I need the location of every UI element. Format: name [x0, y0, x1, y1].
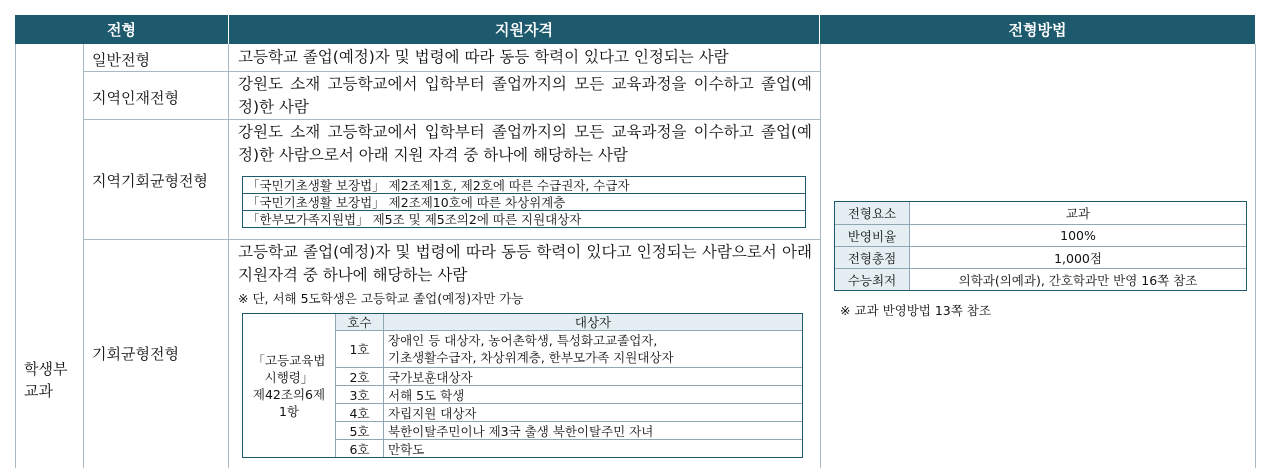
qualification-opportunity: 고등학교 졸업(예정)자 및 법령에 따라 동등 학력이 있다고 인정되는 사람으로서 아래 지원자격 중 하나에 해당하는 사람 — [238, 243, 812, 284]
header-method: 전형방법 — [820, 15, 1255, 44]
table-head-no: 호수 — [335, 314, 383, 330]
header-qualification: 지원자격 — [229, 15, 819, 44]
list-item: 「국민기초생활 보장법」 제2조제1호, 제2호에 따른 수급권자, 수급자 — [247, 178, 630, 193]
law-reference: 「고등교육법 시행령」 제42조의6제 1항 — [252, 352, 326, 419]
table-row-no: 2호 — [335, 367, 383, 385]
grid-line — [820, 44, 821, 468]
qualification-regional-opportunity: 강원도 소재 고등학교에서 입학부터 졸업까지의 모든 교육과정을 이수하고 졸업(예정)한 사람으로서 아래 지원 자격 중 하나에 해당하는 사람 — [238, 123, 812, 164]
method-value: 1,000점 — [909, 246, 1246, 268]
row-name-general: 일반전형 — [92, 50, 150, 69]
table-row-no: 6호 — [335, 439, 383, 457]
table-row-no: 4호 — [335, 403, 383, 421]
grid-line — [83, 44, 84, 468]
method-note: ※ 교과 반영방법 13쪽 참조 — [840, 303, 991, 318]
list-item: 「국민기초생활 보장법」 제2조제10호에 따른 차상위계층 — [243, 193, 805, 210]
opportunity-target-table — [242, 313, 803, 458]
row-name-opportunity: 기회균형전형 — [92, 344, 179, 363]
row-name-regional-opportunity: 지역기회균형전형 — [92, 171, 208, 190]
table-row-target: 북한이탈주민이나 제3국 출생 북한이탈주민 자녀 — [383, 421, 802, 439]
method-label: 전형총점 — [835, 246, 909, 268]
table-row-target: 만학도 — [383, 439, 802, 457]
method-label: 반영비율 — [835, 224, 909, 246]
table-row-no: 5호 — [335, 421, 383, 439]
table-head-target: 대상자 — [383, 314, 802, 330]
grid-line — [83, 119, 820, 120]
method-value: 100% — [909, 224, 1246, 246]
list-item: 「한부모가족지원법」 제5조 및 제5조의2에 따른 지원대상자 — [243, 210, 805, 227]
method-value: 의학과(의예과), 간호학과만 반영 16쪽 참조 — [909, 268, 1246, 290]
method-label: 수능최저 — [835, 268, 909, 290]
category-label: 학생부 교과 — [24, 360, 68, 400]
method-table — [834, 201, 1247, 291]
table-row-target: 자립지원 대상자 — [383, 403, 802, 421]
table-row-target: 서해 5도 학생 — [383, 385, 802, 403]
header-type: 전형 — [15, 15, 228, 44]
table-row-no: 3호 — [335, 385, 383, 403]
grid-line — [83, 239, 820, 240]
table-row-no: 1호 — [335, 330, 383, 367]
row-name-regional: 지역인재전형 — [92, 88, 179, 107]
grid-line — [228, 44, 229, 468]
qualification-regional: 강원도 소재 고등학교에서 입학부터 졸업까지의 모든 교육과정을 이수하고 졸업(예정)한 사람 — [238, 75, 812, 116]
method-label: 전형요소 — [835, 202, 909, 224]
opportunity-note: ※ 단, 서해 5도학생은 고등학교 졸업(예정)자만 가능 — [238, 291, 524, 306]
grid-line — [1255, 44, 1256, 468]
regional-opportunity-list — [242, 176, 806, 228]
grid-line — [83, 71, 820, 72]
qualification-general: 고등학교 졸업(예정)자 및 법령에 따라 동등 학력이 있다고 인정되는 사람 — [238, 48, 729, 66]
table-row-target: 국가보훈대상자 — [383, 367, 802, 385]
method-value: 교과 — [909, 202, 1246, 224]
table-row-target: 장애인 등 대상자, 농어촌학생, 특성화고교졸업자, 기초생활수급자, 차상위계층, 한부모가족 지원대상자 — [383, 330, 802, 367]
